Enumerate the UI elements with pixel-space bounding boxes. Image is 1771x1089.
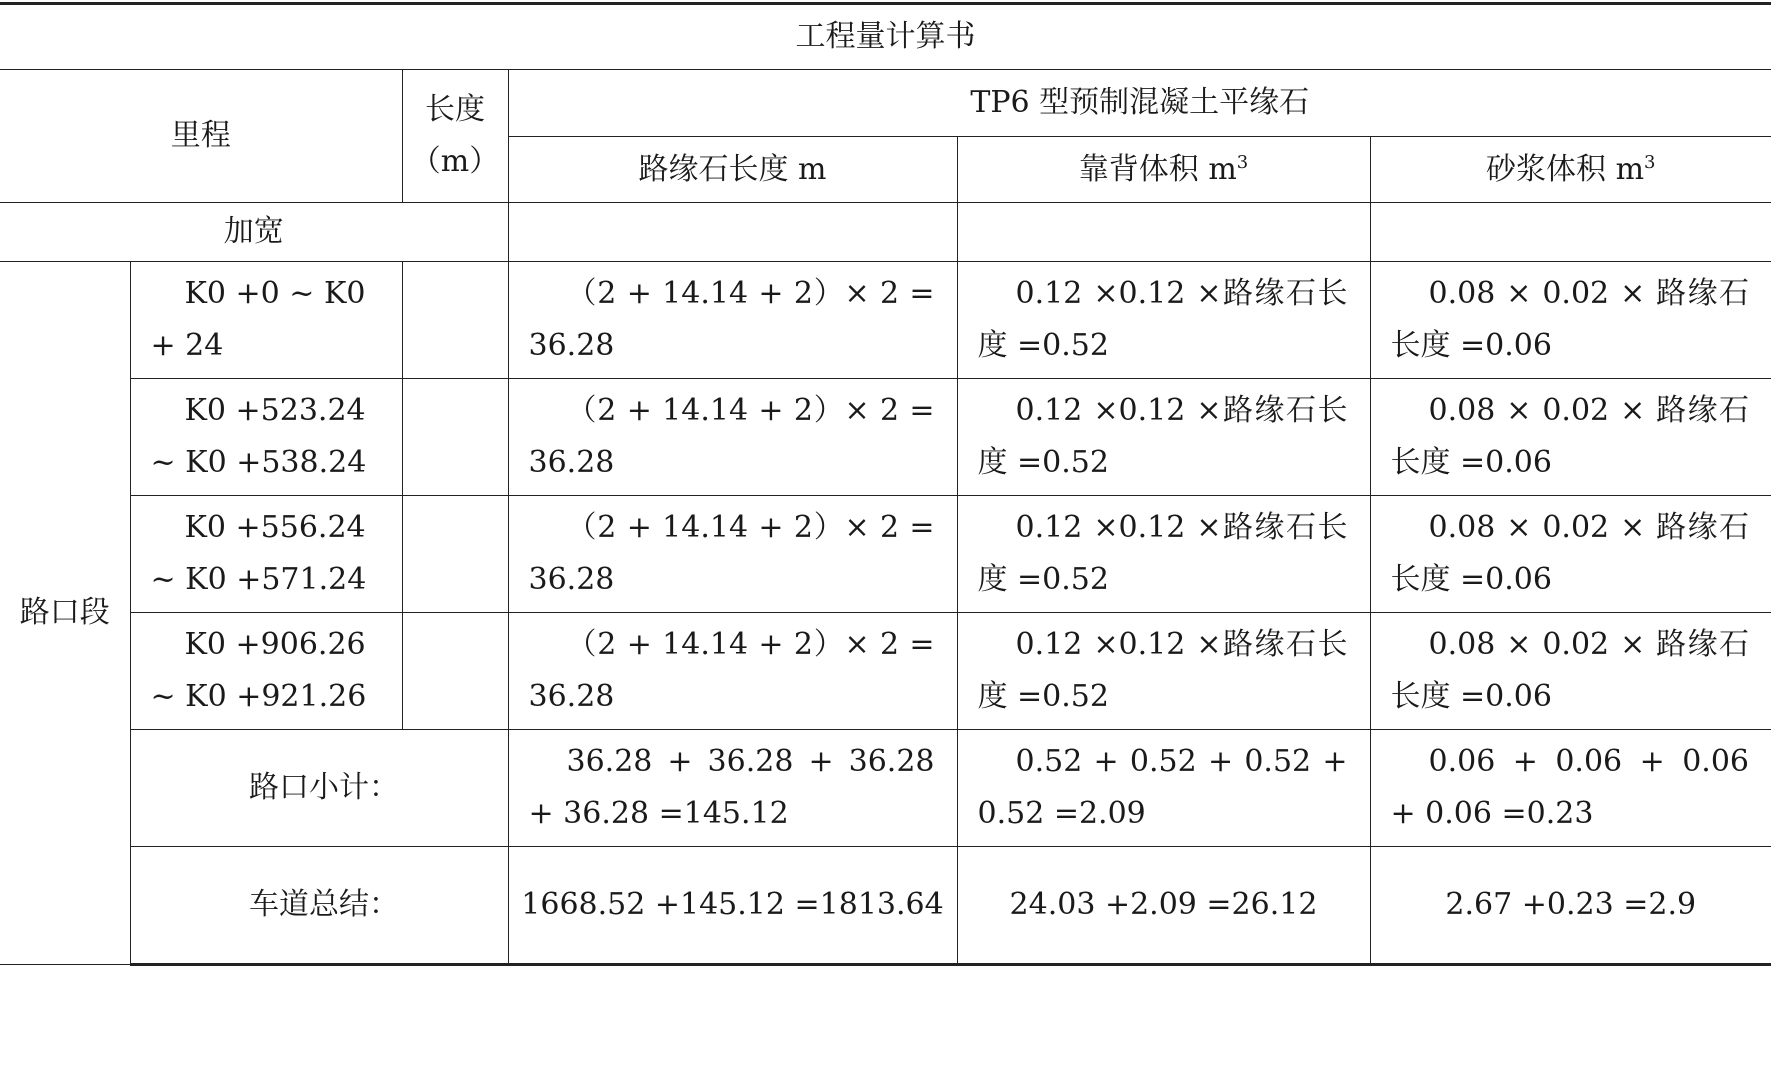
total-mortar-volume: 2.67 +0.23 =2.9	[1370, 847, 1771, 965]
length-header-label: 长度	[425, 92, 485, 127]
back-volume-header	[957, 137, 1370, 203]
row-mileage: K0 +906.26 ~ K0 +921.26	[130, 613, 402, 730]
widen-label: 加宽	[0, 203, 508, 262]
row-back-volume: 0.12 ×0.12 ×路缘石长度 =0.52	[957, 379, 1370, 496]
mortar-volume-exponent: 3	[1644, 151, 1656, 173]
row-back-volume: 0.12 ×0.12 ×路缘石长度 =0.52	[957, 613, 1370, 730]
widen-row	[0, 203, 1771, 262]
table-title: 工程量计算书	[0, 4, 1771, 70]
row-curb-length: （2 + 14.14 + 2）× 2 = 36.28	[508, 613, 957, 730]
subtotal-back-volume: 0.52 + 0.52 + 0.52 + 0.52 =2.09	[957, 730, 1370, 847]
total-row	[0, 847, 1771, 965]
row-mileage: K0 +556.24 ~ K0 +571.24	[130, 496, 402, 613]
back-volume-exponent: 3	[1236, 151, 1249, 173]
curb-length-header: 路缘石长度 m	[508, 137, 957, 203]
table-row	[0, 613, 1771, 730]
row-mortar-volume: 0.08 × 0.02 × 路缘石长度 =0.06	[1370, 496, 1771, 613]
row-length	[402, 262, 508, 379]
table-row	[0, 496, 1771, 613]
subtotal-label: 路口小计：	[130, 730, 508, 847]
row-mileage: K0 +523.24 ~ K0 +538.24	[130, 379, 402, 496]
header-row-1	[0, 70, 1771, 137]
row-mortar-volume: 0.08 × 0.02 × 路缘石长度 =0.06	[1370, 262, 1771, 379]
row-mortar-volume: 0.08 × 0.02 × 路缘石长度 =0.06	[1370, 613, 1771, 730]
row-mileage: K0 +0 ~ K0 + 24	[130, 262, 402, 379]
curb-type-header: TP6 型预制混凝土平缘石	[508, 70, 1771, 137]
length-header-unit: （m）	[410, 144, 500, 179]
mortar-volume-header	[1370, 137, 1771, 203]
total-label: 车道总结：	[130, 847, 508, 965]
back-volume-header-text: 靠背体积 m	[1078, 151, 1237, 187]
subtotal-curb-length: 36.28 + 36.28 + 36.28 + 36.28 =145.12	[508, 730, 957, 847]
length-header	[402, 70, 508, 203]
row-length	[402, 379, 508, 496]
widen-mortar-volume	[1370, 203, 1771, 262]
row-mortar-volume: 0.08 × 0.02 × 路缘石长度 =0.06	[1370, 379, 1771, 496]
title-row	[0, 4, 1771, 70]
mileage-header: 里程	[0, 70, 402, 203]
total-back-volume: 24.03 +2.09 =26.12	[957, 847, 1370, 965]
subtotal-row	[0, 730, 1771, 847]
widen-curb-length	[508, 203, 957, 262]
mortar-volume-header-text: 砂浆体积 m	[1486, 151, 1645, 187]
subtotal-mortar-volume: 0.06 + 0.06 + 0.06 + 0.06 =0.23	[1370, 730, 1771, 847]
row-length	[402, 496, 508, 613]
row-length	[402, 613, 508, 730]
row-curb-length: （2 + 14.14 + 2）× 2 = 36.28	[508, 262, 957, 379]
table-row	[0, 262, 1771, 379]
row-back-volume: 0.12 ×0.12 ×路缘石长度 =0.52	[957, 262, 1370, 379]
row-curb-length: （2 + 14.14 + 2）× 2 = 36.28	[508, 379, 957, 496]
total-curb-length: 1668.52 +145.12 =1813.64	[508, 847, 957, 965]
table-row	[0, 379, 1771, 496]
section-label: 路口段	[0, 262, 130, 965]
widen-back-volume	[957, 203, 1370, 262]
row-back-volume: 0.12 ×0.12 ×路缘石长度 =0.52	[957, 496, 1370, 613]
row-curb-length: （2 + 14.14 + 2）× 2 = 36.28	[508, 496, 957, 613]
quantity-table	[0, 2, 1771, 966]
